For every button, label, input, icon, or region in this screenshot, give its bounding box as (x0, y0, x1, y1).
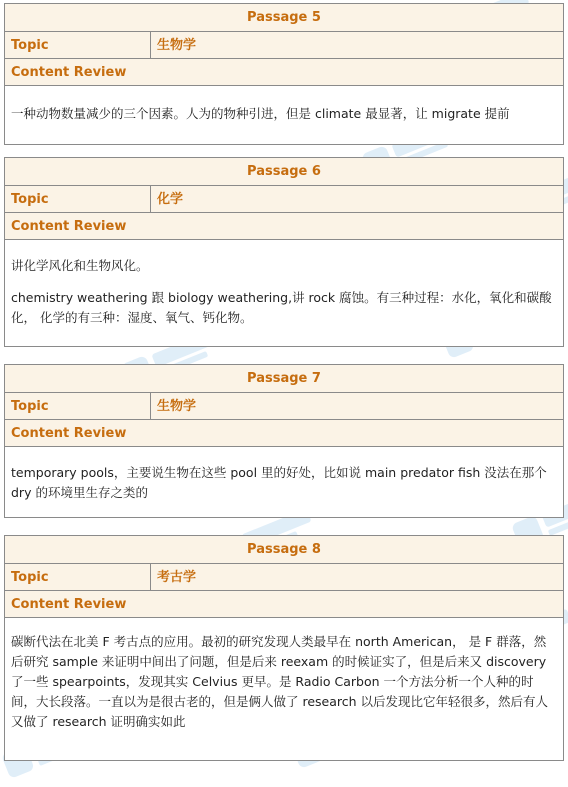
content-review-body (5, 447, 563, 517)
topic-value: 化学 (157, 192, 184, 207)
topic-label: Topic (5, 32, 151, 58)
content-review-body (5, 86, 563, 144)
topic-row (5, 32, 563, 59)
topic-row (5, 393, 563, 420)
content-paragraph: chemistry weathering 跟 biology weathering,讲 rock 腐蚀。有三种过程：水化，氧化和碳酸化， 化学的有三种：湿度、氧气、钙化物。 (11, 290, 552, 325)
passage-6-table (4, 157, 564, 347)
content-review-body (5, 618, 563, 760)
passage-title: Passage 8 (5, 536, 563, 564)
content-paragraph: temporary pools，主要说生物在这些 pool 里的好处，比如说 main predator fish 没法在那个 dry 的环境里生存之类的 (11, 465, 547, 500)
content-review-body (5, 240, 563, 346)
topic-label: Topic (5, 564, 151, 590)
passage-5-table (4, 3, 564, 145)
content-paragraph: 一种动物数量减少的三个因素。人为的物种引进，但是 climate 最显著，让 migrate 提前 (11, 106, 510, 121)
topic-label: Topic (5, 186, 151, 212)
passage-title: Passage 6 (5, 158, 563, 186)
content-paragraph: 讲化学风化和生物风化。 (11, 258, 149, 273)
content-review-label: Content Review (5, 591, 563, 618)
content-review-label: Content Review (5, 420, 563, 447)
passage-7-table (4, 364, 564, 518)
topic-value: 考古学 (157, 570, 197, 585)
passage-8-table (4, 535, 564, 761)
passage-title: Passage 5 (5, 4, 563, 32)
topic-label: Topic (5, 393, 151, 419)
topic-row (5, 564, 563, 591)
topic-value: 生物学 (157, 399, 197, 414)
topic-value: 生物学 (157, 38, 197, 53)
content-review-label: Content Review (5, 213, 563, 240)
passage-title: Passage 7 (5, 365, 563, 393)
content-review-label: Content Review (5, 59, 563, 86)
topic-row (5, 186, 563, 213)
content-paragraph: 碳断代法在北美 F 考古点的应用。最初的研究发现人类最早在 north American， 是 F 群落，然后研究 sample 来证明中间出了问题，但是后来 reexam 的时候证实了，但是后来又 discovery 了一些 spearpoints，发现其实 Celvius 更早。是 Radio Carbon 一个方法分析一个人种的时间，大长段落。一直以为是很古老的，但是俩人做了 research 以后发现比它年轻很多，然后有人又做了 research 证明确实如此 (11, 634, 549, 729)
